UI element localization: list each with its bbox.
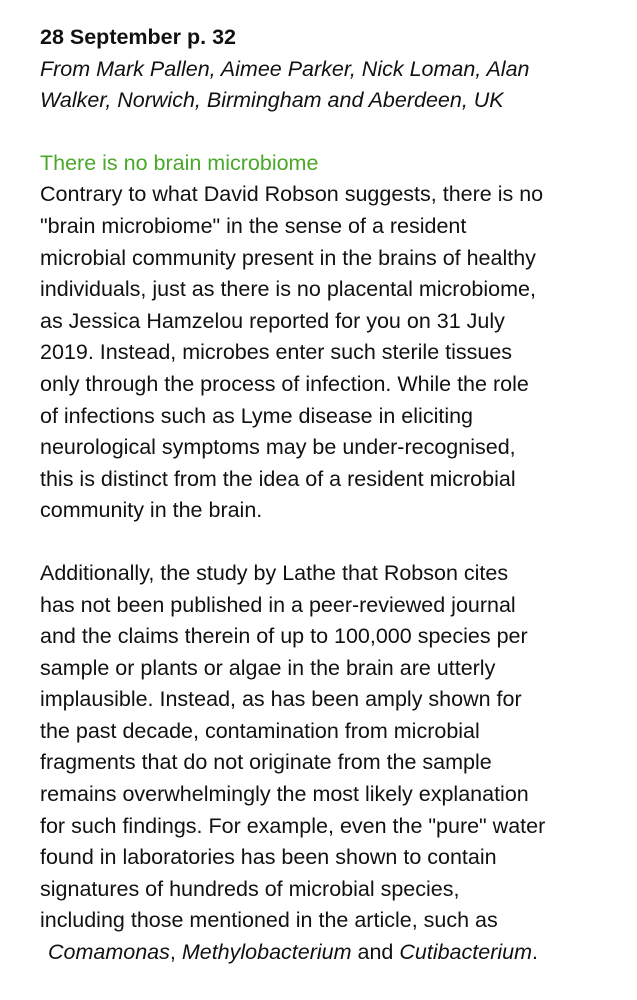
byline-line: From Mark Pallen, Aimee Parker, Nick Loman, Alan xyxy=(40,56,530,81)
text-line: of infections such as Lyme disease in eliciting xyxy=(40,403,474,428)
text-line: only through the process of infection. While the role xyxy=(40,371,529,396)
species-line xyxy=(40,937,620,969)
text-line: Additionally, the study by Lathe that Robson cites xyxy=(40,560,509,585)
text-line: found in laboratories has been shown to contain xyxy=(40,845,497,870)
paragraph-1 xyxy=(40,179,620,527)
letter-page xyxy=(40,22,620,969)
text-line: and the claims therein of up to 100,000 species per xyxy=(40,624,528,649)
species-name: Methylobacterium xyxy=(181,940,352,965)
text-line: has not been published in a peer-reviewed journal xyxy=(40,592,516,617)
issue-heading: 28 September p. 32 xyxy=(40,25,236,49)
text-line: neurological symptoms may be under-recognised, xyxy=(40,435,516,460)
text-line: 2019. Instead, microbes enter such sterile tissues xyxy=(40,340,513,365)
sentence-end: . xyxy=(532,940,538,965)
species-name: Comamonas xyxy=(48,940,170,965)
text-line: "brain microbiome" in the sense of a resident xyxy=(40,213,467,238)
author-byline xyxy=(40,54,620,117)
text-line: including those mentioned in the article, such as xyxy=(40,908,498,933)
species-separator: , xyxy=(169,940,182,965)
text-line: this is distinct from the idea of a resident microbial xyxy=(40,466,516,491)
text-line: signatures of hundreds of microbial species, xyxy=(40,876,460,901)
species-separator: and xyxy=(351,940,400,965)
text-line: microbial community present in the brains of healthy xyxy=(40,245,536,270)
letter-title: There is no brain microbiome xyxy=(40,150,319,175)
text-line: individuals, just as there is no placental microbiome, xyxy=(40,277,536,302)
text-line: fragments that do not originate from the sample xyxy=(40,750,492,775)
text-line: for such findings. For example, even the "pure" water xyxy=(40,813,546,838)
byline-line: Walker, Norwich, Birmingham and Aberdeen, UK xyxy=(40,88,504,113)
text-line: sample or plants or algae in the brain are utterly xyxy=(40,655,496,680)
species-name: Cutibacterium xyxy=(399,940,532,965)
text-line: the past decade, contamination from microbial xyxy=(40,718,480,743)
text-line: Contrary to what David Robson suggests, there is no xyxy=(40,182,544,207)
text-line: community in the brain. xyxy=(40,498,263,523)
text-line: implausible. Instead, as has been amply shown for xyxy=(40,687,522,712)
paragraph-2 xyxy=(40,558,620,969)
text-line: remains overwhelmingly the most likely explanation xyxy=(40,782,529,807)
text-line: as Jessica Hamzelou reported for you on 31 July xyxy=(40,308,505,333)
